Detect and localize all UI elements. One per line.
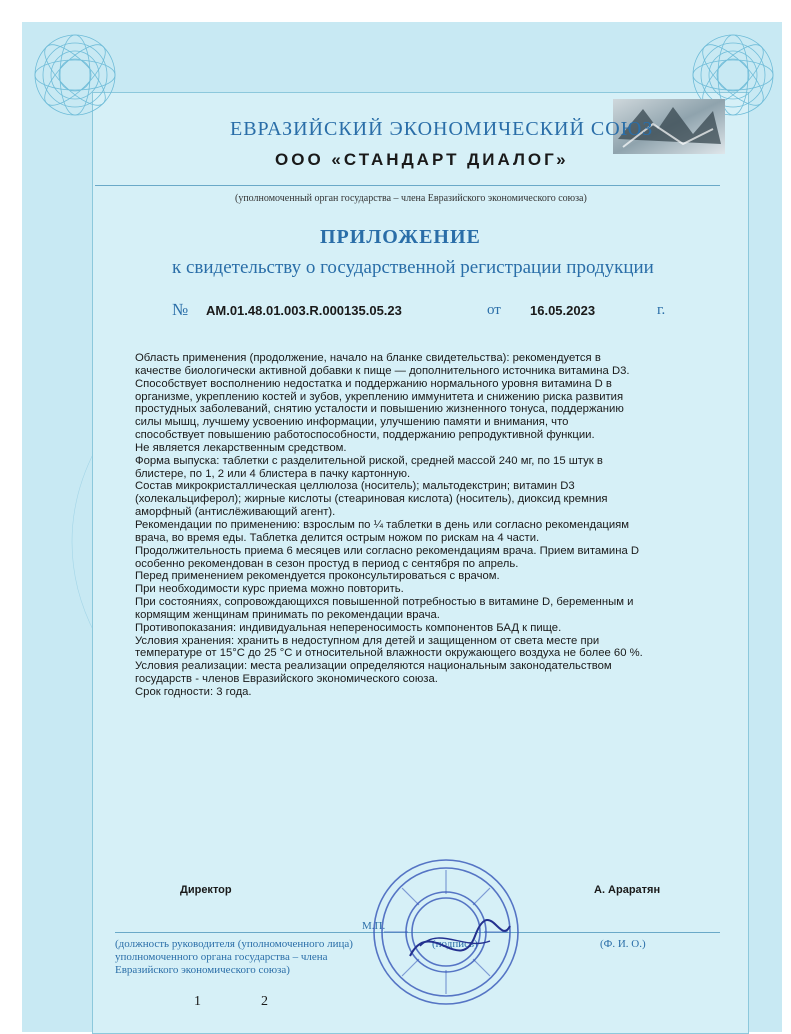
date-label: от <box>487 302 501 318</box>
body-line: врача, во время еды. Таблетка делится острым ножом по рискам на 4 части. <box>135 531 540 544</box>
official-seal <box>370 856 522 1008</box>
director-name: А. Араратян <box>594 884 661 896</box>
director-position: Директор <box>180 884 232 896</box>
corner-rosette-top-left <box>30 30 120 120</box>
body-line: аморфный (антислёживающий агент). <box>135 506 336 519</box>
body-line: Условия хранения: хранить в недоступном для детей и защищенном от света месте при <box>135 634 600 647</box>
document-heading: ПРИЛОЖЕНИЕ <box>320 226 481 248</box>
body-line: Рекомендации по применению: взрослым по ¼ таблетки в день или согласно рекомендациям <box>135 518 630 531</box>
body-line: При состояниях, сопровождающихся повышенной потребностью в витамине D, беременным и <box>135 596 634 609</box>
page-number-2: 2 <box>261 994 268 1009</box>
body-line: простудных заболеваний, снятию усталости и повышению жизненного тонуса, поддержанию <box>135 403 624 416</box>
body-line: способствует повышению работоспособности, поддержанию репродуктивной функции. <box>135 429 595 442</box>
body-line: Форма выпуска: таблетки с разделительной риской, средней массой 240 мг, по 15 штук в <box>135 454 603 467</box>
name-note: (Ф. И. О.) <box>600 938 646 950</box>
body-line: Продолжительность приема 6 месяцев или согласно рекомендациям врача. Прием витамина D <box>135 544 640 557</box>
body-line: организме, укреплению костей и зубов, укреплению иммунитета и снижению риска развития <box>135 390 624 403</box>
body-line: Срок годности: 3 года. <box>135 685 252 698</box>
body-line: Не является лекарственным средством. <box>135 441 347 454</box>
header-divider <box>95 185 720 186</box>
body-line: Область применения (продолжение, начало на бланке свидетельства): рекомендуется в <box>135 352 601 364</box>
body-line: особенно рекомендован в сезон простуд в период с сентября по апрель. <box>135 557 519 570</box>
body-line: Состав микрокристаллическая целлюлоза (носитель); мальтодекстрин; витамин D3 <box>135 480 575 493</box>
document-subheading: к свидетельству о государственной регистрации продукции <box>172 257 654 278</box>
signature-note: (подпись) <box>432 938 478 950</box>
body-line: государств - членов Евразийского экономического союза. <box>135 673 438 686</box>
body-line: (холекальциферол); жирные кислоты (стеариновая кислота) (носитель), диоксид кремния <box>135 493 608 506</box>
number-label: № <box>172 300 189 319</box>
body-line: Условия реализации: места реализации определяются национальным законодательством <box>135 660 612 673</box>
body-text <box>135 352 700 699</box>
body-line: Способствует восполнению недостатка и поддержанию нормального уровня витамина D в <box>135 377 612 390</box>
organization-note: (уполномоченный орган государства – члена Евразийского экономического союза) <box>235 193 587 204</box>
registration-number: AM.01.48.01.003.R.000135.05.23 <box>206 303 402 318</box>
stamp-label: М.П. <box>362 920 386 932</box>
body-line: качестве биологически активной добавки к пище — дополнительного источника витамина D3. <box>135 364 630 377</box>
body-line: При необходимости курс приема можно повторить. <box>135 583 404 596</box>
page-number-1: 1 <box>194 994 201 1009</box>
body-line: Перед применением рекомендуется проконсультироваться с врачом. <box>135 570 500 583</box>
body-line: блистере, по 1, 2 или 4 блистера в пачку картонную. <box>135 467 411 480</box>
body-line: кормящим женщинам принимать по рекомендации врача. <box>135 608 440 621</box>
year-suffix: г. <box>657 302 666 318</box>
position-note: (должность руководителя (уполномоченного лица) уполномоченного органа государства – члена Евразийского экономического союза) <box>115 938 353 976</box>
body-line: температуре от 15°С до 25 °С и относительной влажности окружающего воздуха не более 60 %. <box>135 647 643 660</box>
organization-name: ООО «СТАНДАРТ ДИАЛОГ» <box>275 150 569 169</box>
union-title: ЕВРАЗИЙСКИЙ ЭКОНОМИЧЕСКИЙ СОЮЗ <box>230 118 654 140</box>
body-line: силы мышц, лучшему усвоению информации, улучшению памяти и внимания, что <box>135 416 569 429</box>
registration-date: 16.05.2023 <box>530 303 596 318</box>
body-line: Противопоказания: индивидуальная непереносимость компонентов БАД к пище. <box>135 621 562 634</box>
